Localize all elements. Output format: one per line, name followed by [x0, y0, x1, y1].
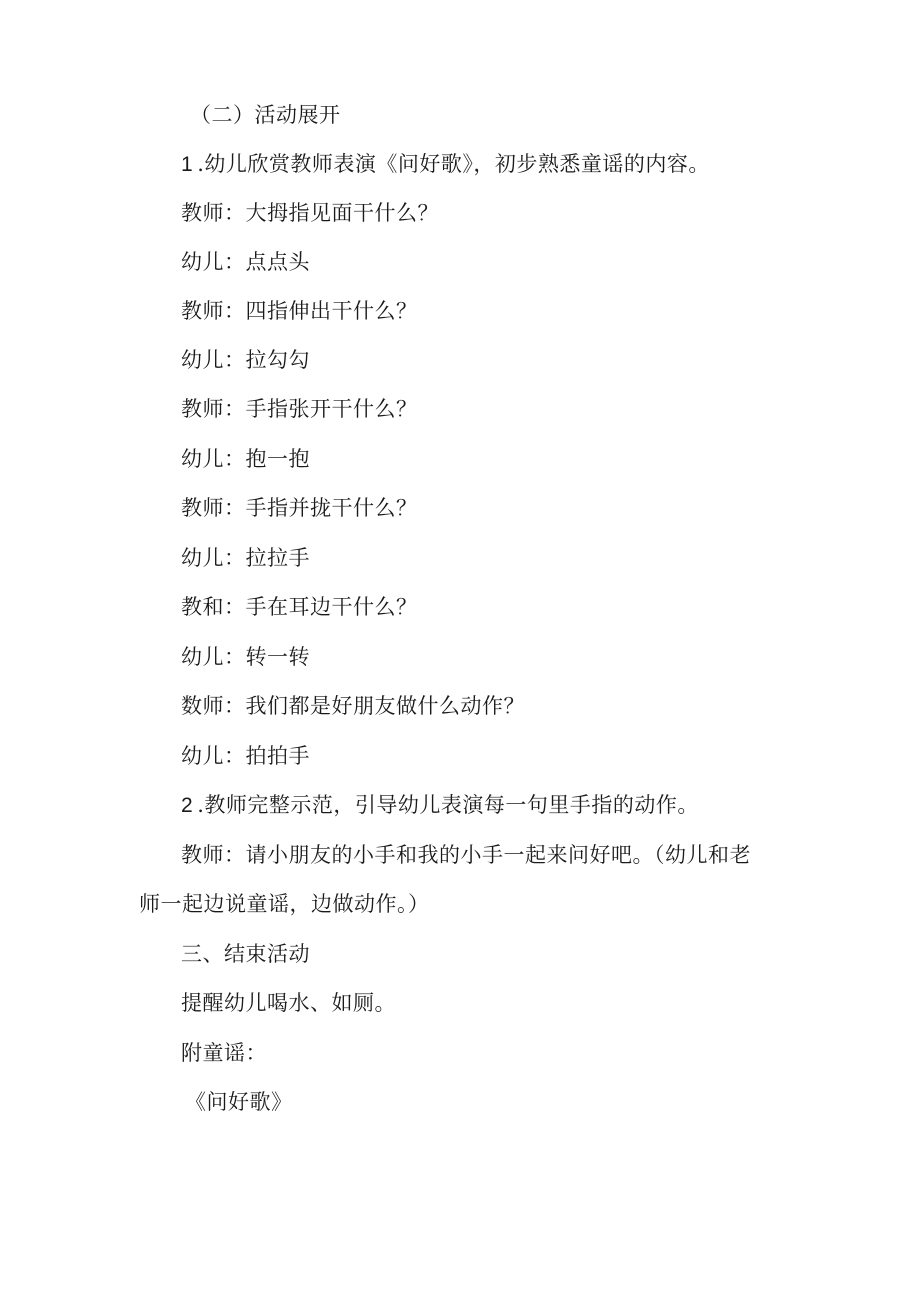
teacher-prompt-line-1: 教师：请小朋友的小手和我的小手一起来问好吧。（幼儿和老 — [181, 843, 751, 867]
end-text: 提醒幼儿喝水、如厕。 — [181, 991, 396, 1015]
step-2-number: 2 — [181, 794, 194, 817]
song-title: 《问好歌》 — [185, 1090, 293, 1114]
dialogue-line: 幼儿：拉拉手 — [181, 546, 310, 570]
step-2-text: .教师完整示范，引导幼儿表演每一句里手指的动作。 — [197, 793, 699, 817]
dialogue-line: 教师：手指并拢干什么？ — [181, 496, 418, 520]
appendix-label: 附童谣： — [181, 1041, 267, 1065]
teacher-prompt-line-2: 师一起边说童谣，边做动作。） — [139, 892, 430, 916]
dialogue-line: 幼儿：抱一抱 — [181, 447, 310, 471]
dialogue-line: 教师：大拇指见面干什么？ — [181, 201, 439, 225]
step-1-number: 1 — [181, 153, 194, 176]
step-1-text: .幼儿欣赏教师表演《问好歌》，初步熟悉童谣的内容。 — [197, 152, 710, 176]
dialogue-line: 教师：手指张开干什么？ — [181, 397, 418, 421]
dialogue-line: 教和：手在耳边干什么？ — [181, 595, 418, 619]
dialogue-line: 幼儿：拉勾勾 — [181, 348, 310, 372]
dialogue-line: 幼儿：转一转 — [181, 645, 310, 669]
dialogue-line: 幼儿：拍拍手 — [181, 744, 310, 768]
dialogue-line: 数师：我们都是好朋友做什么动作？ — [181, 694, 525, 718]
end-heading: 三、结束活动 — [181, 942, 310, 966]
dialogue-line: 幼儿：点点头 — [181, 250, 310, 274]
section-heading: （二）活动展开 — [190, 103, 341, 127]
step-1 — [181, 152, 710, 177]
step-2 — [181, 793, 699, 818]
dialogue-line: 教师：四指伸出干什么？ — [181, 299, 418, 323]
